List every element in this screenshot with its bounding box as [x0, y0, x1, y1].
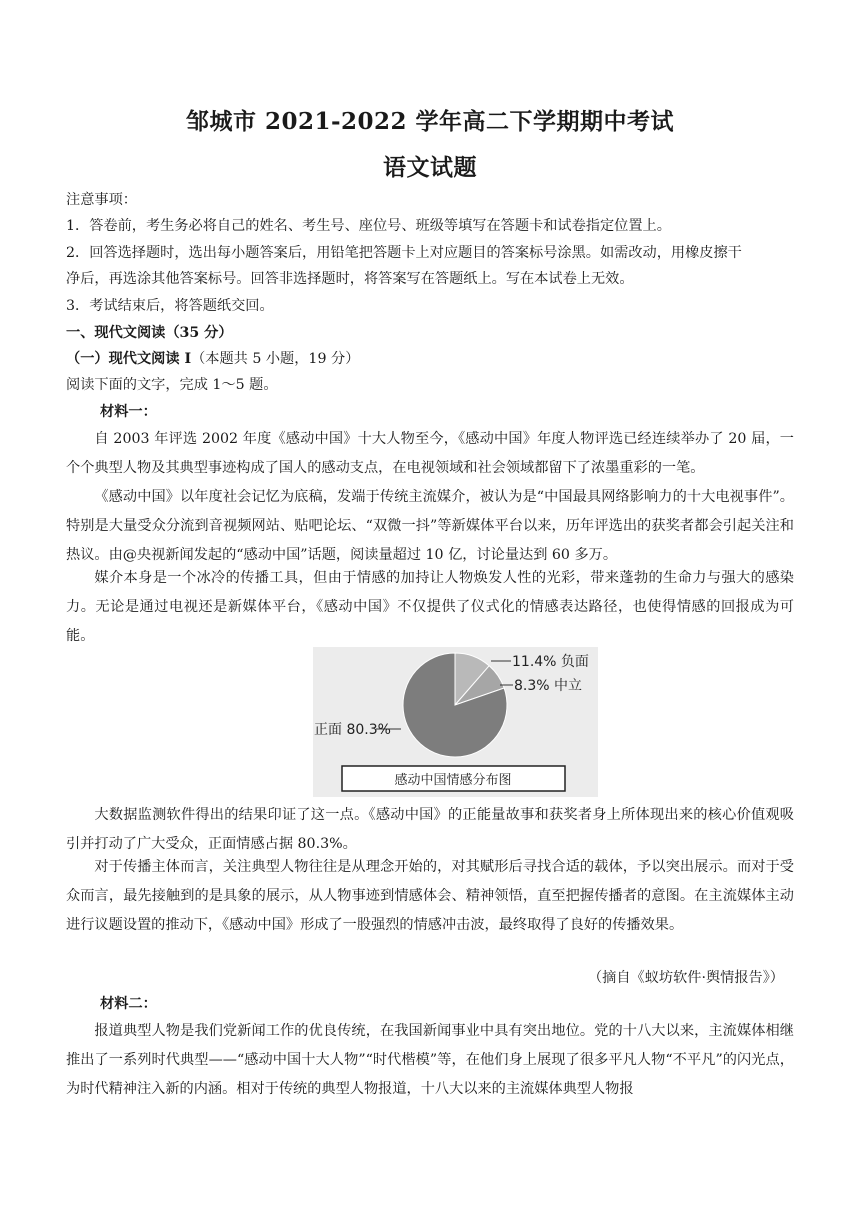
section-heading: 一、现代文阅读（35 分） — [66, 325, 233, 341]
chart-title: 感动中国情感分布图 — [394, 773, 512, 788]
material-1-source: （摘自《蚁坊软件·舆情报告》） — [587, 970, 784, 986]
material-2-label: 材料二： — [100, 996, 157, 1012]
positive-slice-label: 正面 80.3% — [314, 722, 391, 738]
material-1-paragraph-2: 《感动中国》以年度社会记忆为底稿，发端于传统主流媒介，被认为是“中国最具网络影响力的十大电视事件”。特别是大量受众分流到音视频网站、贴吧论坛、“双微一抖”等新媒体平台以来，历年评选出的获奖者都会引起关注和热议。由@央视新闻发起的“感动中国”话题，阅读量超过 10 亿，讨论量达到 60 多万。 — [66, 489, 794, 563]
sub-section-meta: （本题共 5 小题，19 分） — [191, 351, 360, 367]
notes-heading: 注意事项： — [66, 192, 137, 208]
notes-item-1: 1．答卷前，考生务必将自己的姓名、考生号、座位号、班级等填写在答题卡和试卷指定位置上。 — [66, 218, 671, 234]
material-2-paragraph-1: 报道典型人物是我们党新闻工作的优良传统，在我国新闻事业中具有突出地位。党的十八大以来，主流媒体相继推出了一系列时代典型——“感动中国十大人物”“时代楷模”等，在他们身上展现了很多平凡人物“不平凡”的闪光点，为时代精神注入新的内涵。相对于传统的典型人物报道，十八大以来的主流媒体典型人物报 — [66, 1023, 794, 1097]
notes-item-2-line-2: 净后，再选涂其他答案标号。回答非选择题时，将答案写在答题纸上。写在本试卷上无效。 — [66, 271, 634, 287]
reading-instruction: 阅读下面的文字，完成 1～5 题。 — [66, 377, 278, 393]
pie-chart-svg — [313, 647, 598, 797]
material-1-label: 材料一： — [100, 404, 157, 420]
notes-item-2-line-1: 2．回答选择题时，选出每小题答案后，用铅笔把答题卡上对应题目的答案标号涂黑。如需改动，用橡皮擦干 — [66, 245, 742, 261]
material-1-paragraph-3: 媒介本身是一个冰冷的传播工具，但由于情感的加持让人物焕发人性的光彩，带来蓬勃的生命力与强大的感染力。无论是通过电视还是新媒体平台，《感动中国》不仅提供了仪式化的情感表达路径，也使得情感的回报成为可能。 — [66, 570, 794, 644]
negative-slice-label: 11.4% 负面 — [512, 654, 589, 670]
neutral-slice-label: 8.3% 中立 — [514, 678, 583, 694]
material-1-paragraph-5: 对于传播主体而言，关注典型人物往往是从理念开始的，对其赋形后寻找合适的载体，予以突出展示。而对于受众而言，最先接触到的是具象的展示，从人物事迹到情感体会、精神领悟，直至把握传播者的意图。在主流媒体主动进行议题设置的推动下，《感动中国》形成了一股强烈的情感冲击波，最终取得了良好的传播效果。 — [66, 859, 794, 933]
exam-subtitle: 语文试题 — [383, 154, 477, 181]
sub-section-heading — [66, 349, 794, 369]
sub-section-title: （一）现代文阅读 I — [66, 351, 192, 367]
sentiment-pie-chart — [313, 647, 598, 797]
material-1-paragraph-4: 大数据监测软件得出的结果印证了这一点。《感动中国》的正能量故事和获奖者身上所体现出来的核心价值观吸引并打动了广大受众，正面情感占据 80.3%。 — [66, 807, 794, 852]
exam-title: 邹城市 2021-2022 学年高二下学期期中考试 — [185, 108, 675, 135]
pie-slices — [403, 653, 507, 757]
notes-item-3: 3．考试结束后，将答题纸交回。 — [66, 298, 274, 314]
material-1-paragraph-1: 自 2003 年评选 2002 年度《感动中国》十大人物至今，《感动中国》年度人物评选已经连续举办了 20 届，一个个典型人物及其典型事迹构成了国人的感动支点，在电视领域和社会领域都留下了浓墨重彩的一笔。 — [66, 431, 794, 476]
